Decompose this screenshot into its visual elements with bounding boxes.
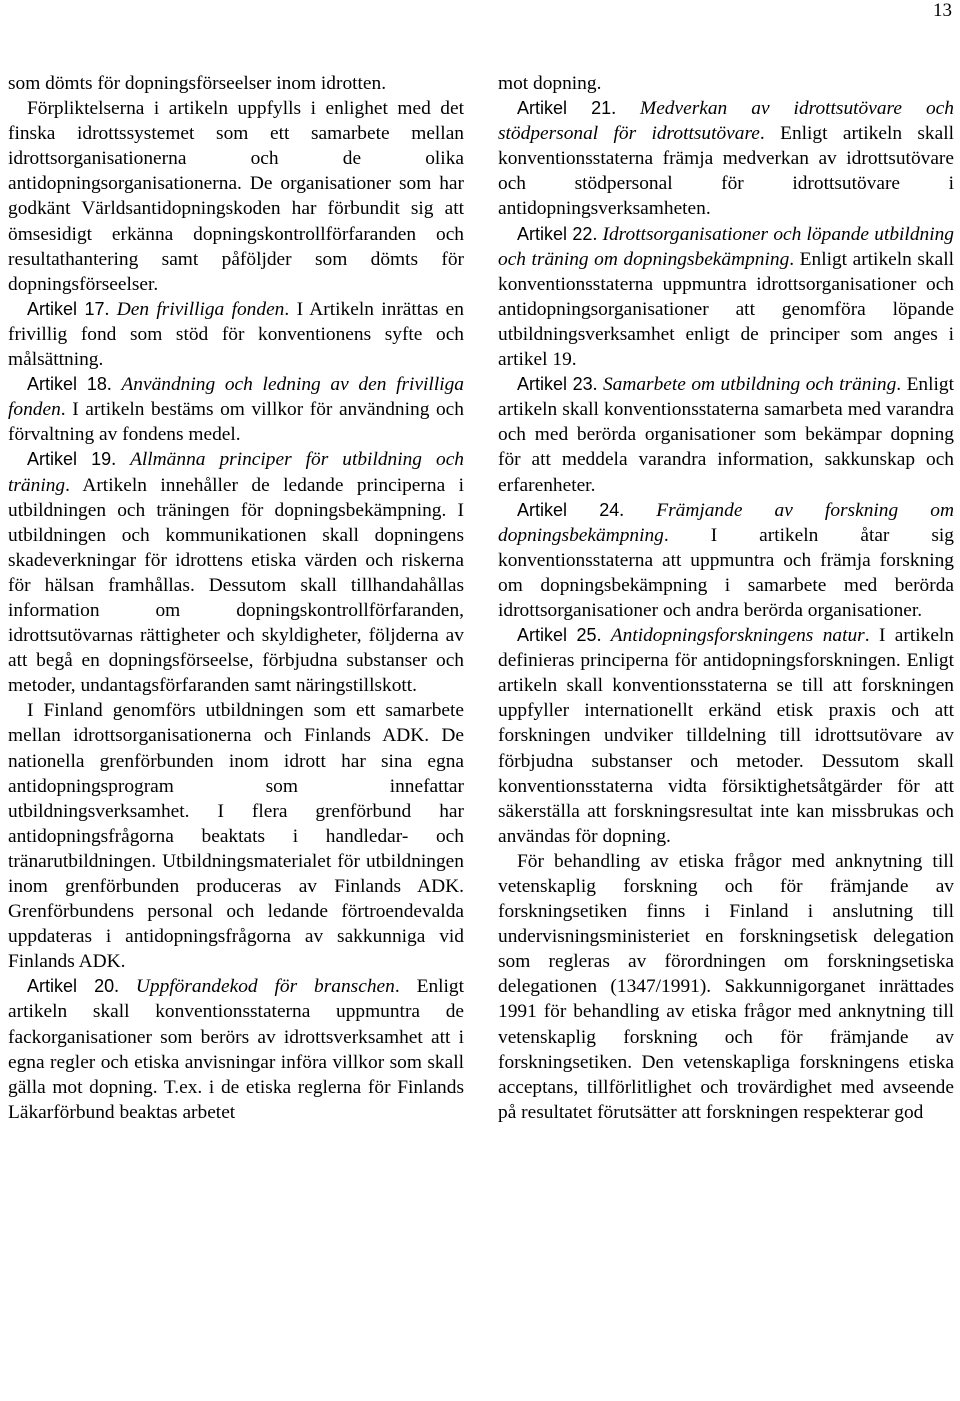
paragraph — [8, 96, 464, 297]
left-column — [8, 71, 464, 1125]
article-number: Artikel 21 — [517, 98, 612, 119]
article-number: Artikel 24 — [517, 499, 620, 520]
paragraph-text: Enligt artikeln skall konventionsstaterna uppmuntra de fackorganisationer som berörs av idrottsverksamhet att i egna regler och etiska anvisningar införa villkor som skall gälla mot dopning. T.ex. i de etiska reglerna för Finlands Läkarförbund beaktas arbetet — [8, 976, 464, 1123]
paragraph-text: I artikeln bestäms om villkor för användning och förvaltning av fondens medel. — [8, 399, 464, 446]
article-title: Idrottsorganisationer och löpande utbildning och träning om dopningsbekämpning — [498, 223, 954, 270]
article-paragraph: Artikel 18. Användning och ledning av den frivilliga fonden. I artikeln bestäms om villkor för användning och förvaltning av fondens medel. — [8, 374, 464, 446]
article-title: Allmänna principer för utbildning och träning — [8, 449, 464, 496]
article-title: Medverkan av idrottsutövare och stödpersonal för idrottsutövare — [498, 98, 954, 145]
article-title: Antidopningsforskningens natur — [610, 625, 865, 647]
article-paragraph: Artikel 24. Främjande av forskning om dopningsbekämpning. I artikeln åtar sig konventionsstaterna att uppmuntra och främja forskning om dopningsbekämpning i samarbete med berörda idrottsorganisationer och andra berörda organisationer. — [498, 499, 954, 621]
article-number: Artikel 17 — [27, 298, 105, 319]
article-paragraph: Artikel 23. Samarbete om utbildning och träning. Enligt artikeln skall konventionsstaterna samarbeta med varandra och med berörda organisationer som bekämpar dopning för att meddela varandra information, sakkunskap och erfarenheter. — [498, 374, 954, 496]
paragraph-text: Artikeln innehåller de ledande principerna i utbildningen och träningen för dopningsbekämpning. I utbildningen och kommunikationen skall dopningens skadeverkningar för idrottens etiska värden och riskerna för hälsan framhållas. Dessutom skall tillhandahållas information om dopningskontrollförfaranden, idrottsutövarnas rättigheter och skyldigheter, följderna av att begå en dopningsförseelse, förbjudna substanser och metoder, undantagsförfaranden samt näringstillskott. — [8, 474, 465, 697]
article-paragraph: Artikel 22. Idrottsorganisationer och löpande utbildning och träning om dopningsbekämpning. Enligt artikeln skall konventionsstaterna uppmuntra idrottsorganisationer och antidopningsorganisationer att genomföra löpande utbildningsverksamhet enligt de principer som anges i artikel 19. — [498, 223, 954, 371]
article-number: Artikel 23 — [517, 374, 593, 395]
article-number: Artikel 25 — [517, 625, 597, 646]
article-paragraph: Artikel 19. Allmänna principer för utbildning och träning. Artikeln innehåller de ledande principerna i utbildningen och träningen för dopningsbekämpning. I utbildningen och kommunikationen skall dopningens skadeverkningar för idrottens etiska värden och riskerna för hälsan framhållas. Dessutom skall tillhandahållas information om dopningskontrollförfaranden, idrottsutövarnas rättigheter och skyldigheter, följderna av att begå en dopningsförseelse, förbjudna substanser och metoder, undantagsförfaranden samt näringstillskott. — [8, 449, 465, 697]
paragraph-text: I artikeln åtar sig konventionsstaterna att uppmuntra och främja forskning om dopningsbekämpning i samarbete med berörda idrottsorganisationer och andra berörda organisationer. — [498, 524, 954, 621]
paragraph-text: Förpliktelserna i artikeln uppfylls i enlighet med det finska idrottssystemet som ett samarbete mellan idrottsorganisationerna och de olika antidopningsorganisationerna. De organisationer som har godkänt Världsantidopningskoden har förbundit sig att ömsesidigt erkänna dopningskontrollförfaranden och resultathantering samt påföljder som dömts för dopningsförseelser. — [8, 98, 464, 295]
article-title: Den frivilliga fonden — [116, 298, 285, 320]
article-title: Användning och ledning av den frivilliga fonden — [8, 374, 464, 421]
article-paragraph: Artikel 21. Medverkan av idrottsutövare och stödpersonal för idrottsutövare. Enligt artikeln skall konventionsstaterna främja medverkan av idrottsutövare och stödpersonal för idrottsutövare i antidopningsverksamheten. — [498, 98, 955, 220]
paragraph — [498, 71, 954, 96]
article-number: Artikel 20 — [27, 976, 115, 997]
article-paragraph: Artikel 17. Den frivilliga fonden. I Artikeln inrättas en frivillig fond som stöd för konventionens syfte och målsättning. — [8, 298, 464, 371]
paragraph-text: mot dopning. — [498, 73, 602, 94]
article-number: Artikel 18 — [27, 374, 107, 395]
article-title: Samarbete om utbildning och träning — [602, 374, 897, 396]
paragraph-text: som dömts för dopningsförseelser inom idrotten. — [8, 73, 387, 94]
article-paragraph: Artikel 25. Antidopningsforskningens natur. I artikeln definieras principerna för antidopningsforskningen. Enligt artikeln skall konventionsstaterna se till att forskningen uppfyller internationellt erkänd etisk praxis och att forskningen undviker tilldelning till idrottsutövare av förbjudna substanser och metoder. Dessutom skall konventionsstaterna vidta försiktighetsåtgärder för att säkerställa att forskningsresultat inte kan missbrukas och användas för dopning. — [498, 625, 955, 847]
paragraph-text: Enligt artikeln skall konventionsstaterna samarbeta med varandra och med berörda organisationer som bekämpar dopning för att meddela varandra information, sakkunskap och erfarenheter. — [498, 374, 954, 496]
paragraph-text: Enligt artikeln skall konventionsstaterna främja medverkan av idrottsutövare och stödpersonal för idrottsutövare i antidopningsverksamheten. — [498, 123, 955, 220]
paragraph — [8, 71, 464, 96]
article-title: Främjande av forskning om dopningsbekämpning — [498, 499, 954, 546]
right-column — [498, 71, 954, 1125]
article-title: Uppförandekod för branschen — [135, 976, 395, 998]
paragraph — [8, 698, 464, 974]
article-paragraph: Artikel 20. Uppförandekod för branschen. Enligt artikeln skall konventionsstaterna uppmuntra de fackorganisationer som berörs av idrottsverksamhet att i egna regler och etiska anvisningar införa villkor som skall gälla mot dopning. T.ex. i de etiska reglerna för Finlands Läkarförbund beaktas arbetet — [8, 976, 464, 1123]
paragraph-text: För behandling av etiska frågor med anknytning till vetenskaplig forskning och för främjande av forskningsetiken finns i Finland i anslutning till undervisningsministeriet en forskningsetisk delegation som regleras av förordningen om forskningsetiska delegationen (1347/1991). Sakkunnigorganet inrättades 1991 för behandling av etiska frågor med anknytning till vetenskaplig forskning och för främjande av forskningsetiken. Den vetenskapliga forskningens etiska acceptans, tillförlitlighet och trovärdighet med avseende på resultatet förutsätter att forskningen respekterar god — [498, 850, 954, 1123]
paragraph-text: I Artikeln inrättas en frivillig fond som stöd för konventionens syfte och målsättning. — [8, 298, 464, 371]
paragraph-text: I artikeln definieras principerna för antidopningsforskningen. Enligt artikeln skall konventionsstaterna se till att forskningen uppfyller internationellt erkänd etisk praxis och att forskningen undviker tilldelning till idrottsutövare av förbjudna substanser och metoder. Dessutom skall konventionsstaterna vidta försiktighetsåtgärder för att säkerställa att forskningsresultat inte kan missbrukas och användas för dopning. — [498, 625, 955, 847]
paragraph — [498, 849, 954, 1125]
article-number: Artikel 22 — [517, 223, 593, 244]
article-number: Artikel 19 — [27, 449, 112, 470]
paragraph-text: Enligt artikeln skall konventionsstaterna uppmuntra idrottsorganisationer och antidopningsorganisationer att genomföra löpande utbildningsverksamhet enligt de principer som anges i artikel 19. — [498, 248, 954, 371]
paragraph-text: I Finland genomförs utbildningen som ett samarbete mellan idrottsorganisationerna och Finlands ADK. De nationella grenförbunden inom idrott har sina egna antidopningsprogram som innefattar utbildningsverksamhet. I flera grenförbund har antidopningsfrågorna beaktats i handledar- och tränarutbildningen. Utbildningsmaterialet för utbildningen inom grenförbunden produceras av Finlands ADK. Grenförbundens personal och ledande förtroendevalda uppdateras i antidopningsfrågorna av sakkunniga vid Finlands ADK. — [8, 700, 464, 973]
page-number: 13 — [933, 0, 952, 21]
